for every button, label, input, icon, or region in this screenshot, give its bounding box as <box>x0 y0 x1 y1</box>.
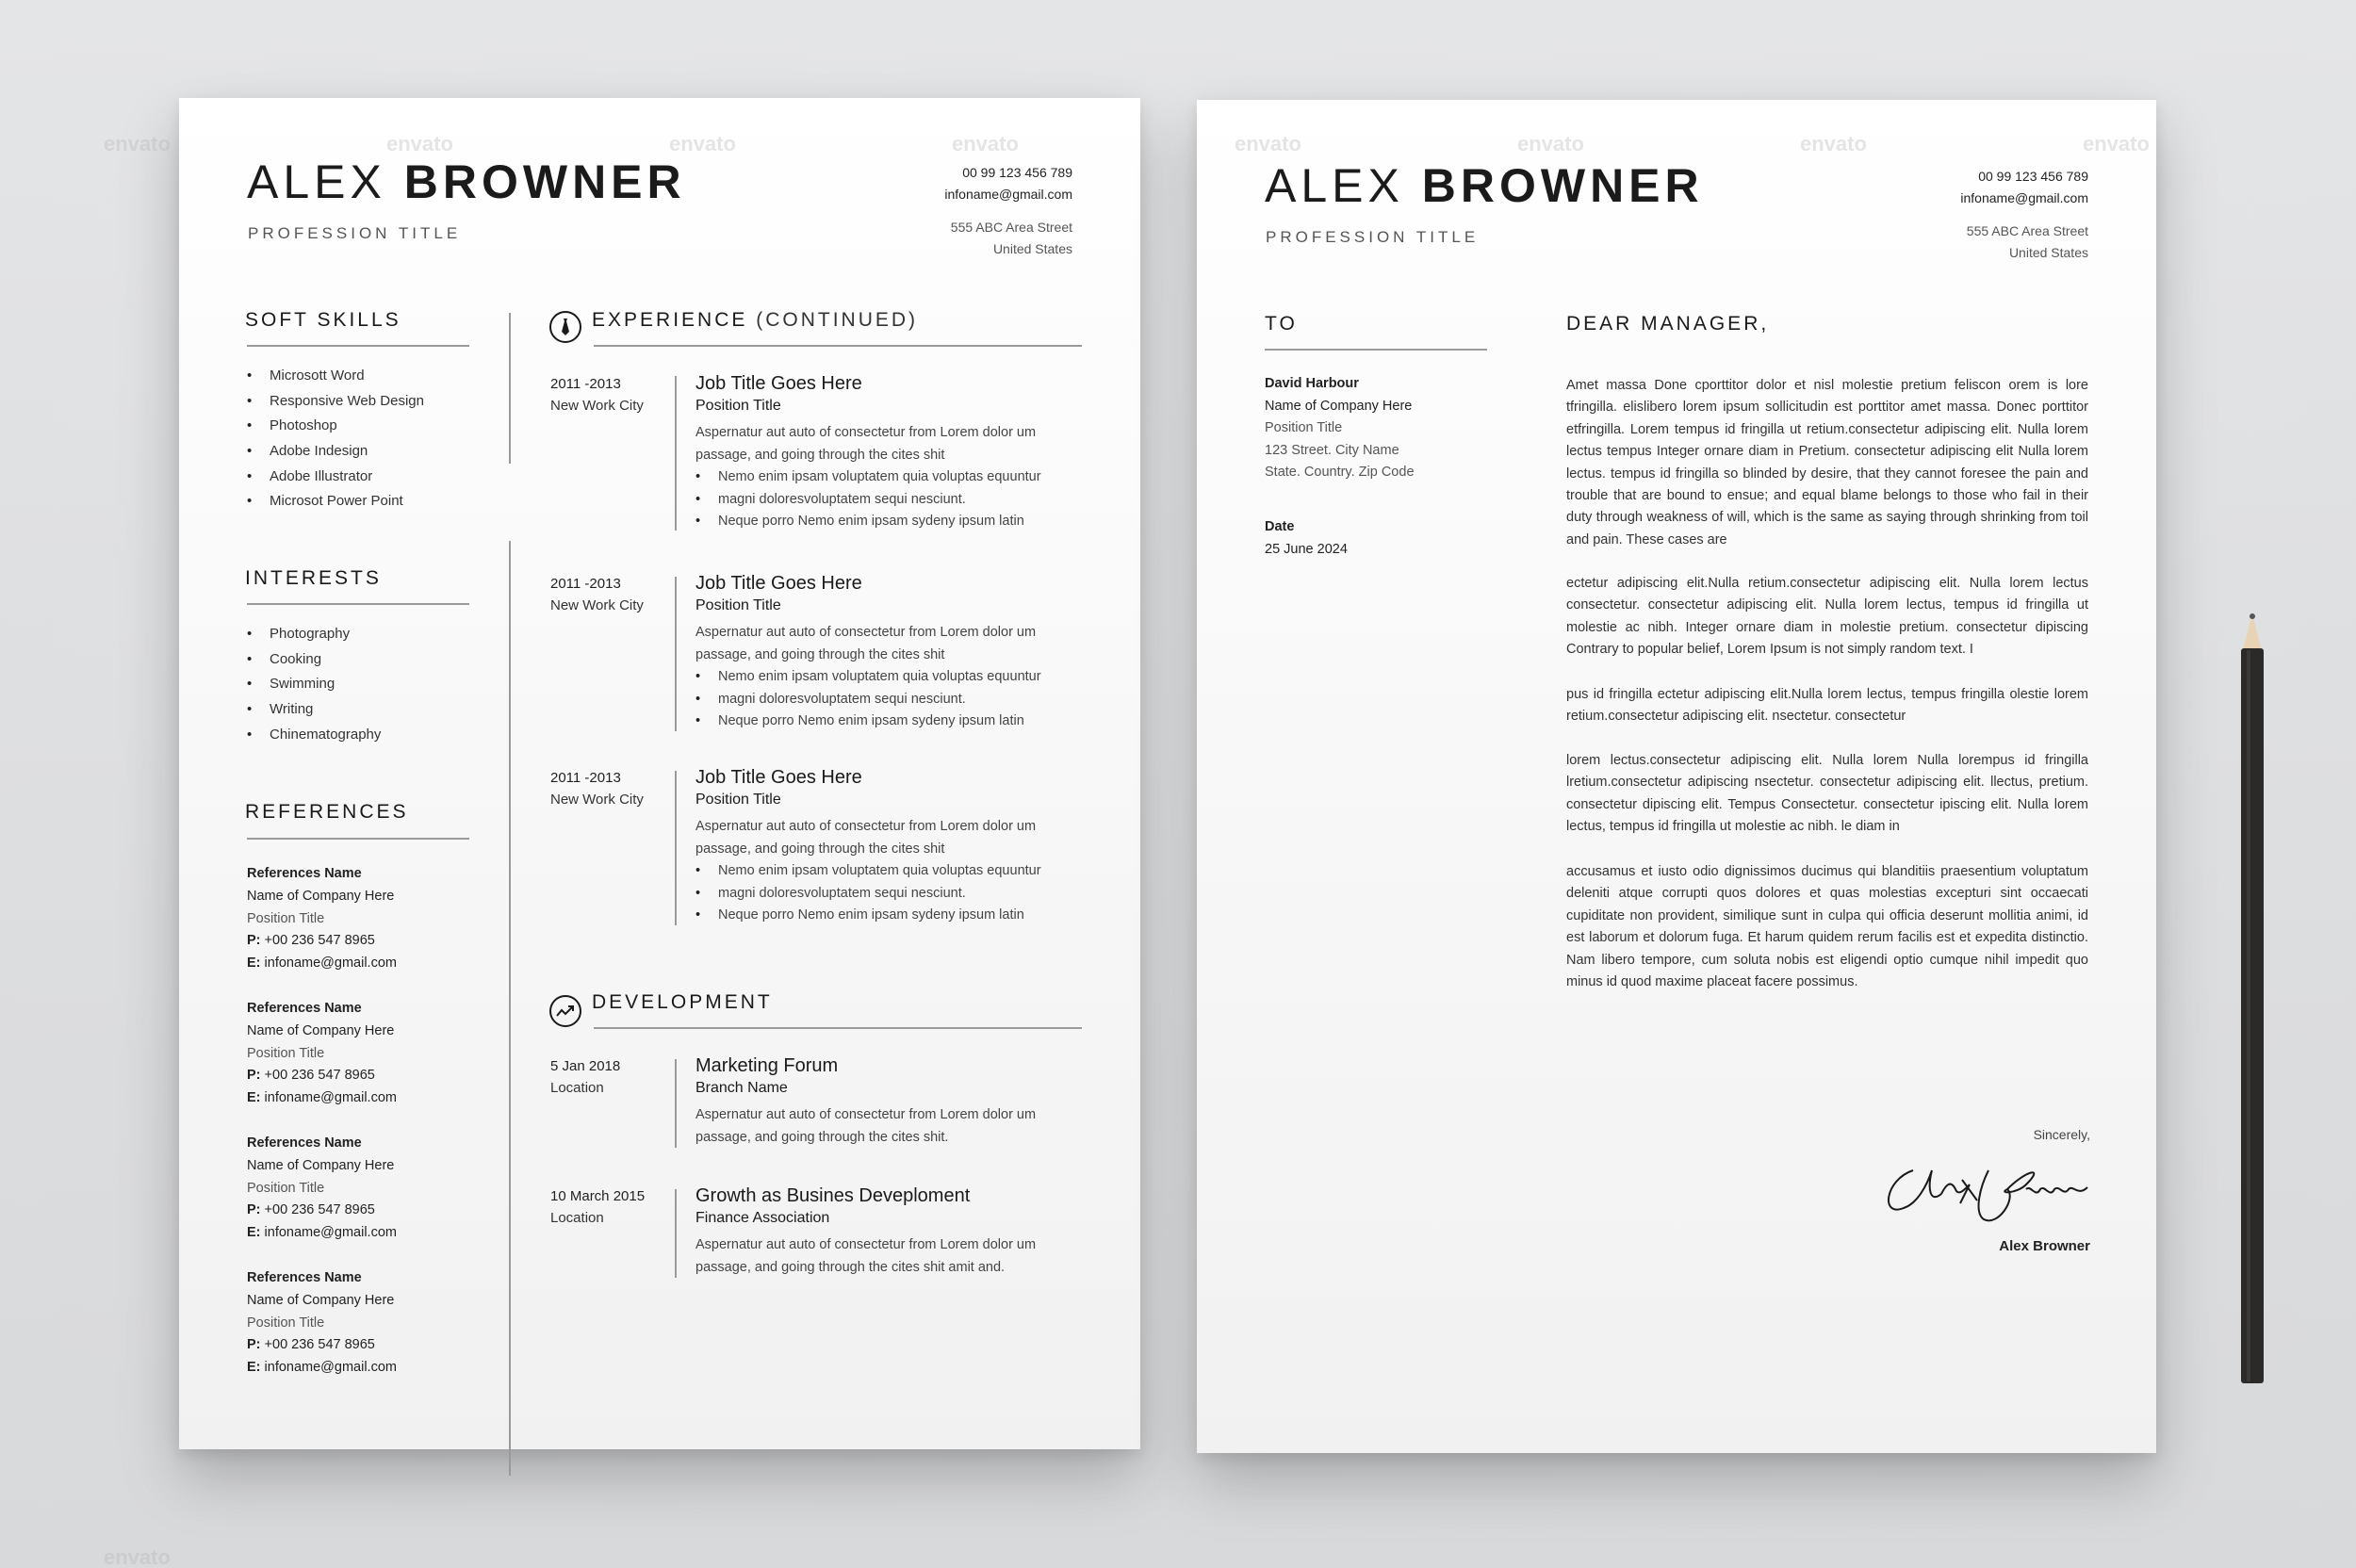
reference-name: References Name <box>247 866 362 881</box>
first-name: ALEX <box>1265 159 1404 212</box>
divider <box>247 345 469 347</box>
letter-paragraph: accusamus et iusto odio dignissimos ducimus qui blanditiis praesentium voluptatum deleniti atque corrupti quos dolores et quas molestias excepturi sint occaecati cupiditate non provident, similique sunt in culpa qui officia deserunt mollitia animi, id est laborum et dolorum fuga. Et harum quidem rerum facilis est et expedita distinctio. Nam libero tempore, cum soluta nobis est eligendi optio cumque nihil impedit quo minus id quod maxime placeat facere possimus. <box>1566 864 2088 990</box>
development-entry <box>695 1054 1091 1149</box>
experience-entry <box>695 371 1091 533</box>
reference-item <box>247 1267 397 1380</box>
list-item: • Photography <box>247 622 381 647</box>
email-label: E: <box>247 1360 261 1376</box>
reference-phone: +00 236 547 8965 <box>264 933 375 949</box>
date: 5 Jan 2018 <box>550 1058 621 1074</box>
profession-title: PROFESSION TITLE <box>248 224 462 242</box>
reference-position: Position Title <box>247 910 325 926</box>
to-title: TO <box>1265 313 1298 335</box>
contact-block <box>1960 166 2088 264</box>
development-date <box>550 1055 620 1099</box>
resume-name <box>247 155 686 209</box>
city: New Work City <box>550 792 644 808</box>
recipient-company: Name of Company Here <box>1265 398 1413 414</box>
list-item: • Adobe Illustrator <box>247 465 424 490</box>
reference-company: Name of Company Here <box>247 1157 395 1173</box>
watermark: envato <box>669 132 736 155</box>
bullet: • Nemo enim ipsam voluptatem quia voluptas equuntur <box>695 860 1091 883</box>
watermark: envato <box>2083 132 2150 155</box>
watermark: envato <box>1235 132 1301 155</box>
phone-label: P: <box>247 1068 261 1084</box>
recipient-position: Position Title <box>1265 420 1343 435</box>
phone-label: P: <box>247 933 261 949</box>
letter-paragraph: Amet massa Done cporttitor dolor et nisl molestie pretium feliscon orem is lore tfringilla. elislibero lorem ipsum sollicitudin est porttitor amet massa. Donec porttitor etfringilla. Lorem tempus id fringilla ut retium.consectetur adipiscing elit. Nulla lorem lectus tempus Integer ornare diam in Pretium. consectetur adipiscing elit Nulla lorem lectus. tempus id fringilla so blinded by desire, that they cannot foresee the pain and trouble that are bound to ensue; and equal blame belongs to those who fail in their duty through weakness of will, which is the same as saying through shrinking from toil and pain. These cases are <box>1566 378 2088 547</box>
trend-up-icon <box>549 995 581 1027</box>
email-label: E: <box>247 956 261 972</box>
event-org: Branch Name <box>695 1080 788 1096</box>
phone-label: P: <box>247 1202 261 1218</box>
reference-item <box>247 1133 397 1245</box>
position-title: Position Title <box>695 792 781 808</box>
list-item: • Writing <box>247 697 381 723</box>
dates: 2011 -2013 <box>550 576 621 592</box>
job-title: Job Title Goes Here <box>695 373 862 394</box>
watermark: envato <box>952 132 1019 155</box>
bullet: • Neque porro Nemo enim ipsam sydeny ipsum latin <box>695 710 1091 733</box>
date-block <box>1265 516 1348 561</box>
divider <box>1265 349 1487 351</box>
first-name: ALEX <box>247 155 386 208</box>
list-item: • Microsot Power Point <box>247 489 424 514</box>
soft-skills-title: SOFT SKILLS <box>245 309 401 331</box>
reference-email: infoname@gmail.com <box>264 1360 397 1376</box>
bullet: • Nemo enim ipsam voluptatem quia voluptas equuntur <box>695 466 1091 489</box>
salutation: DEAR MANAGER, <box>1566 313 1770 335</box>
job-title: Job Title Goes Here <box>695 767 862 788</box>
reference-item <box>247 863 397 975</box>
letter-name <box>1265 158 1704 213</box>
reference-email: infoname@gmail.com <box>264 1090 397 1106</box>
position-title: Position Title <box>695 398 781 414</box>
city: New Work City <box>550 398 644 414</box>
experience-dates <box>550 573 644 616</box>
event-title: Marketing Forum <box>695 1055 839 1076</box>
date-label: Date <box>1265 519 1295 534</box>
bullet: • Neque porro Nemo enim ipsam sydeny ipsum latin <box>695 511 1091 533</box>
experience-title-suffix: (CONTINUED) <box>756 309 919 331</box>
email-label: E: <box>247 1090 261 1106</box>
reference-phone: +00 236 547 8965 <box>264 1202 375 1218</box>
last-name: BROWNER <box>1421 159 1704 212</box>
letter-paragraph: lorem lectus.consectetur adipiscing elit. Nulla lorem Nulla lorempus id fringilla lretium.consectetur adipiscing nsectetur. consectetur adipiscing elit. llectus, pretium. consectetur dipiscing elit. Tempus Consectetur. consectetur ipiscing elit. Nulla lorem lectus, tempus id fringilla ut molestie ac nibh. le diam in <box>1566 753 2088 835</box>
development-title: DEVELOPMENT <box>592 991 773 1013</box>
reference-email: infoname@gmail.com <box>264 1225 397 1241</box>
address-line-2: United States <box>992 241 1072 256</box>
email: infoname@gmail.com <box>1960 190 2088 205</box>
bullet: • magni doloresvoluptatem sequi nesciunt. <box>695 689 1091 711</box>
list-item: • Adobe Indesign <box>247 439 424 465</box>
profession-title: PROFESSION TITLE <box>1266 228 1480 246</box>
entry-divider <box>675 1059 677 1148</box>
resume-page <box>179 98 1140 1449</box>
last-name: BROWNER <box>403 155 686 208</box>
recipient-name: David Harbour <box>1265 376 1359 391</box>
watermark: envato <box>1800 132 1867 155</box>
location: Location <box>550 1210 604 1226</box>
column-divider <box>509 313 511 464</box>
bullet: • Nemo enim ipsam voluptatem quia voluptas equuntur <box>695 666 1091 689</box>
city: New Work City <box>550 597 644 613</box>
address-line-1: 555 ABC Area Street <box>950 220 1072 235</box>
entry-divider <box>675 577 677 731</box>
watermark: envato <box>1517 132 1584 155</box>
recipient-region: State. Country. Zip Code <box>1265 465 1415 480</box>
watermark: envato <box>386 132 453 155</box>
letter-paragraph: pus id fringilla ectetur adipiscing elit.Nulla lorem lectus, tempus fringilla olestie lorem retium.consectetur adipiscing elit. nsectetur. consectetur <box>1566 687 2088 725</box>
closing: Sincerely, <box>2033 1127 2090 1142</box>
experience-title-text: EXPERIENCE <box>592 309 748 331</box>
reference-company: Name of Company Here <box>247 1022 395 1038</box>
reference-company: Name of Company Here <box>247 888 395 904</box>
entry-divider <box>675 1189 677 1278</box>
job-bullets <box>695 860 1091 927</box>
job-bullets <box>695 466 1091 533</box>
pencil-decoration <box>2233 612 2271 1385</box>
reference-phone: +00 236 547 8965 <box>264 1337 375 1353</box>
phone-label: P: <box>247 1337 261 1353</box>
watermark: envato <box>104 1545 171 1568</box>
reference-name: References Name <box>247 1135 362 1151</box>
location: Location <box>550 1080 604 1096</box>
list-item: • Swimming <box>247 672 381 697</box>
job-description: Aspernatur aut auto of consectetur from Lorem dolor um passage, and going through the cites shit <box>695 625 1037 662</box>
development-entry <box>695 1184 1091 1279</box>
reference-position: Position Title <box>247 1315 325 1331</box>
position-title: Position Title <box>695 597 781 613</box>
email: infoname@gmail.com <box>944 187 1072 202</box>
reference-email: infoname@gmail.com <box>264 956 397 972</box>
bullet: • magni doloresvoluptatem sequi nesciunt. <box>695 883 1091 906</box>
event-description: Aspernatur aut auto of consectetur from Lorem dolor um passage, and going through the cites shit amit and. <box>695 1237 1037 1275</box>
job-title: Job Title Goes Here <box>695 573 862 594</box>
job-description: Aspernatur aut auto of consectetur from Lorem dolor um passage, and going through the cites shit <box>695 425 1037 463</box>
tie-icon <box>549 311 581 343</box>
references-title: REFERENCES <box>245 801 409 823</box>
job-bullets <box>695 666 1091 733</box>
column-divider <box>509 541 511 1476</box>
entry-divider <box>675 376 677 531</box>
contact-block <box>944 162 1072 260</box>
list-item: • Photoshop <box>247 414 424 439</box>
dates: 2011 -2013 <box>550 376 621 392</box>
phone: 00 99 123 456 789 <box>1978 169 2088 184</box>
letter-paragraph: ectetur adipiscing elit.Nulla retium.consectetur adipiscing elit. Nulla lorem lectus consectetur. consectetur adipiscing elit. Nulla lorem lectus, tempus id fringilla ut molestie ac nibh. Integer ornare diam in molestie pretium. consectetur dipiscing Contrary to popular belief, Lorem Ipsum is not simply random text. I <box>1566 576 2088 658</box>
reference-item <box>247 998 397 1110</box>
event-description: Aspernatur aut auto of consectetur from Lorem dolor um passage, and going through the cites shit. <box>695 1107 1037 1145</box>
dates: 2011 -2013 <box>550 770 621 786</box>
experience-entry <box>695 571 1091 733</box>
email-label: E: <box>247 1225 261 1241</box>
list-item: • Cooking <box>247 647 381 673</box>
signature-icon <box>1875 1152 2092 1232</box>
phone: 00 99 123 456 789 <box>962 165 1072 180</box>
address-line-2: United States <box>2008 245 2088 260</box>
divider <box>247 838 469 840</box>
divider <box>594 1027 1082 1029</box>
divider <box>594 345 1082 347</box>
list-item: • Responsive Web Design <box>247 389 424 415</box>
reference-phone: +00 236 547 8965 <box>264 1068 375 1084</box>
recipient-street: 123 Street. City Name <box>1265 442 1399 458</box>
entry-divider <box>675 771 677 925</box>
reference-company: Name of Company Here <box>247 1292 395 1308</box>
reference-name: References Name <box>247 1270 362 1285</box>
job-description: Aspernatur aut auto of consectetur from Lorem dolor um passage, and going through the cites shit <box>695 819 1037 857</box>
date: 10 March 2015 <box>550 1188 646 1204</box>
bullet: • magni doloresvoluptatem sequi nesciunt. <box>695 489 1091 512</box>
signature-name: Alex Browner <box>1999 1238 2090 1254</box>
list-item: • Chinematography <box>247 723 381 748</box>
divider <box>247 603 469 605</box>
reference-position: Position Title <box>247 1045 325 1061</box>
recipient-block <box>1265 373 1415 484</box>
list-item: • Microsott Word <box>247 364 424 389</box>
experience-entry <box>695 765 1091 927</box>
experience-dates <box>550 373 644 416</box>
event-title: Growth as Busines Deveploment <box>695 1185 971 1206</box>
watermark: envato <box>104 132 171 155</box>
letter-date: 25 June 2024 <box>1265 541 1348 557</box>
experience-title <box>592 309 918 332</box>
reference-name: References Name <box>247 1001 362 1016</box>
bullet: • Neque porro Nemo enim ipsam sydeny ipsum latin <box>695 905 1091 927</box>
experience-dates <box>550 767 644 810</box>
reference-position: Position Title <box>247 1180 325 1196</box>
interests-list <box>247 622 381 747</box>
development-date <box>550 1185 645 1229</box>
cover-letter-page <box>1197 100 2156 1453</box>
soft-skills-list <box>247 364 424 514</box>
address-line-1: 555 ABC Area Street <box>1966 223 2088 238</box>
interests-title: INTERESTS <box>245 567 382 589</box>
event-org: Finance Association <box>695 1210 830 1226</box>
